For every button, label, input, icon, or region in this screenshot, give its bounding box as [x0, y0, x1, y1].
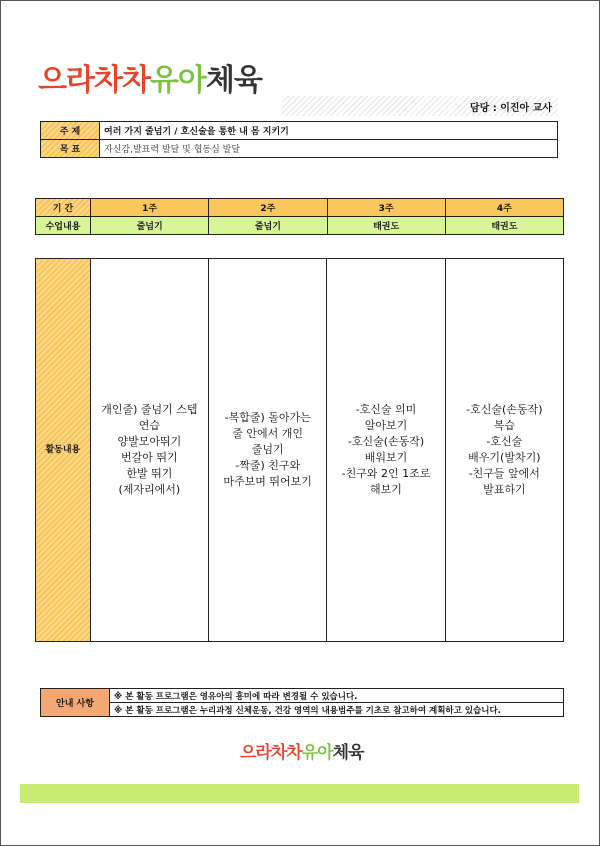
activity-week-3 [327, 259, 445, 642]
notice-line-2: ※ 본 활동 프로그램은 누리과정 신체운동, 건강 영역의 내용범주를 기초로 참고하여 계획하고 있습니다. [110, 703, 564, 717]
footer-logo [240, 738, 363, 763]
brand-part2: 유아 [149, 63, 206, 98]
week-4: 4주 [445, 199, 563, 217]
activity-text: 배워보기 [364, 451, 408, 464]
activity-text: -호신술(손동작) [466, 403, 543, 416]
activity-text: 양발모아뛰기 [117, 435, 182, 448]
week-1: 1주 [91, 199, 209, 217]
activity-text: -호신술(손동작) [347, 435, 425, 448]
activity-text: -짝줄) 친구와 [235, 459, 301, 472]
activity-text: 번갈아 뛰기 [121, 451, 178, 464]
schedule-table [35, 198, 564, 235]
brand-part3: 체육 [205, 63, 262, 98]
class-4: 태권도 [445, 217, 563, 235]
week-3: 3주 [327, 199, 445, 217]
activity-text: -복합줄) 돌아가는 [224, 411, 311, 424]
notice-table [40, 688, 564, 717]
footer-brand-part2: 유아 [301, 743, 333, 763]
activity-text: 배우기(발차기) [468, 451, 541, 464]
activity-text: 발표하기 [483, 483, 526, 496]
activity-text: -호신술 [486, 435, 523, 448]
footer-brand-part1: 으라차차 [240, 743, 302, 763]
activity-label: 활동내용 [36, 259, 91, 642]
class-2: 줄넘기 [209, 217, 327, 235]
info-table [40, 121, 558, 158]
topic-label: 주 제 [41, 122, 100, 140]
activity-text: (제자리에서) [118, 483, 181, 496]
teacher-name: 담당 : 이진아 교사 [469, 103, 552, 114]
goal-value: 자신감,발표력 발달 및 협동심 발달 [100, 140, 558, 158]
activity-text: -호신술 의미 [355, 403, 417, 416]
activity-text: -친구들 앞에서 [468, 467, 540, 480]
goal-label: 목 표 [41, 140, 100, 158]
activity-text: 한발 뛰기 [126, 467, 173, 480]
activity-text: 줄넘기 [251, 443, 284, 456]
activity-text: 복습 [493, 419, 515, 432]
topic-value: 여러 가지 줄넘기 / 호신술을 통한 내 몸 지키기 [100, 122, 558, 140]
footer-brand-part3: 체육 [332, 743, 364, 763]
activity-text: 알아보기 [364, 419, 408, 432]
notice-label: 안내 사항 [41, 689, 110, 717]
activity-text: 해보기 [370, 483, 402, 496]
period-label: 기 간 [36, 199, 91, 217]
week-2: 2주 [209, 199, 327, 217]
activity-text: 개인줄) 줄넘기 스텝 [101, 403, 198, 416]
activity-text: 연습 [138, 419, 160, 432]
activity-text: -친구와 2인 1조로 [341, 467, 431, 480]
activity-week-4 [445, 259, 563, 642]
activity-week-1 [90, 259, 208, 642]
brand-part1: 으라차차 [38, 63, 150, 98]
class-1: 줄넘기 [91, 217, 209, 235]
class-label: 수업내용 [36, 217, 91, 235]
activity-text: 마주보며 뛰어보기 [223, 475, 312, 488]
activity-text: 줄 안에서 개인 [232, 427, 304, 440]
activity-table [35, 258, 564, 642]
notice-line-1: ※ 본 활동 프로그램은 영유아의 흥미에 따라 변경될 수 있습니다. [110, 689, 564, 703]
brand-logo [38, 64, 262, 98]
footer-bar [20, 784, 579, 803]
class-3: 태권도 [327, 217, 445, 235]
activity-week-2 [209, 259, 327, 642]
